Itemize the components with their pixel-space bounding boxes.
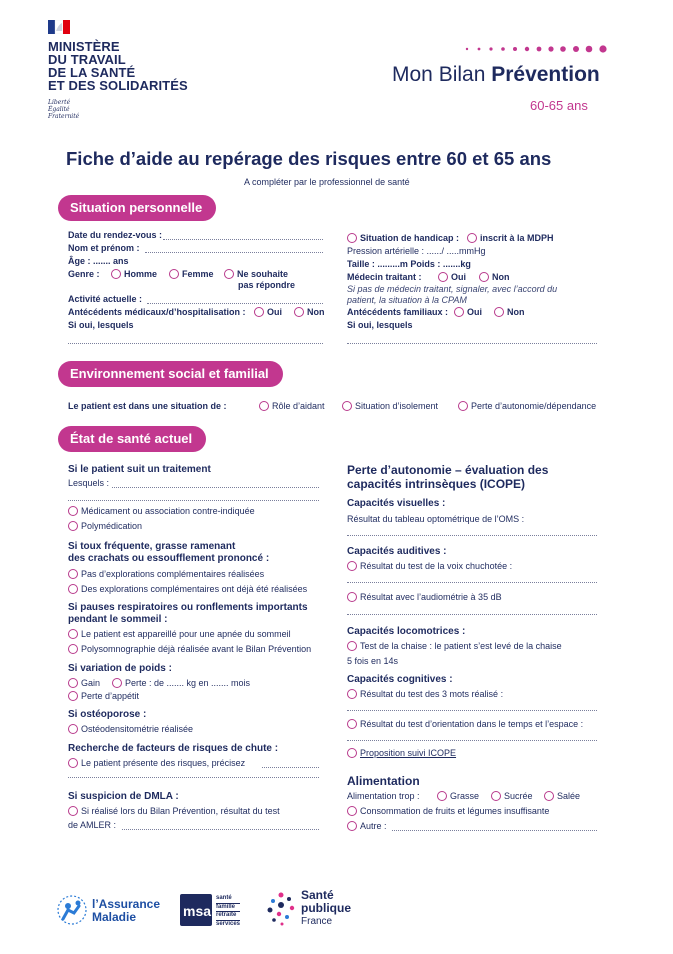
food-fruits[interactable]: Consommation de fruits et légumes insuffisante — [347, 806, 549, 817]
cognitive-heading: Capacités cognitives : — [347, 674, 453, 685]
spf-line-2: publique — [301, 901, 351, 915]
radio-icon[interactable] — [68, 758, 78, 768]
radio-icon[interactable] — [347, 806, 357, 816]
family-history-no[interactable]: Non — [494, 307, 525, 318]
ministry-name: MINISTÈRE DU TRAVAIL DE LA SANTÉ ET DES SOLIDARITÉS — [48, 39, 188, 93]
food-too-label: Alimentation trop : — [347, 791, 420, 801]
weight-heading: Si variation de poids : — [68, 663, 172, 674]
spf-line-3: France — [301, 916, 333, 927]
env-isolation[interactable]: Situation d’isolement — [342, 401, 438, 412]
treatment-contraindicated[interactable]: Médicament ou association contre-indiquée — [68, 506, 255, 517]
treatment-which: Lesquels : — [68, 478, 110, 488]
medical-history-label: Antécédents médicaux/d’hospitalisation : — [68, 307, 246, 317]
radio-icon[interactable] — [294, 307, 304, 317]
radio-icon[interactable] — [259, 401, 269, 411]
radio-icon[interactable] — [347, 561, 357, 571]
activity-label: Activité actuelle : — [68, 294, 143, 304]
osteo-heading: Si ostéoporose : — [68, 709, 147, 720]
height-weight: Taille : .........m Poids : .......kg — [347, 259, 471, 269]
marianne-logo — [48, 20, 70, 34]
radio-icon[interactable] — [347, 641, 357, 651]
mobility-heading: Capacités locomotrices : — [347, 626, 466, 637]
icope-followup[interactable]: Proposition suivi ICOPE — [347, 748, 456, 759]
treatment-polymedication[interactable]: Polymédication — [68, 521, 142, 532]
radio-icon[interactable] — [347, 689, 357, 699]
msa-line-4: services — [216, 920, 241, 927]
whisper-test[interactable]: Résultat du test de la voix chuchotée : — [347, 561, 512, 572]
age-label: Âge : ....... ans — [68, 256, 129, 266]
radio-icon[interactable] — [491, 791, 501, 801]
section-etat: État de santé actuel — [58, 426, 206, 452]
sante-publique-logo — [265, 887, 365, 931]
radio-icon[interactable] — [254, 307, 264, 317]
medical-history-yes[interactable]: Oui — [254, 307, 282, 318]
food-other[interactable]: Autre : — [347, 821, 387, 832]
brand-dots — [465, 40, 610, 48]
dmla-option[interactable]: Si réalisé lors du Bilan Prévention, résultat du test — [68, 806, 280, 817]
radio-icon[interactable] — [347, 821, 357, 831]
page-subtitle: A compléter par le professionnel de santé — [244, 177, 410, 187]
radio-icon[interactable] — [68, 506, 78, 516]
page-title: Fiche d’aide au repérage des risques entre 60 et 65 ans — [66, 148, 552, 169]
family-history-which: Si oui, lesquels — [347, 320, 413, 330]
cough-heading-1: Si toux fréquente, grasse ramenant — [68, 541, 236, 552]
mdph-option[interactable]: inscrit à la MDPH — [467, 233, 554, 244]
age-range: 60-65 ans — [530, 98, 588, 113]
radio-icon[interactable] — [68, 584, 78, 594]
radio-icon[interactable] — [437, 791, 447, 801]
cough-heading-2: des crachats ou essoufflement prononcé : — [68, 553, 270, 564]
radio-icon[interactable] — [68, 569, 78, 579]
radio-icon[interactable] — [342, 401, 352, 411]
hearing-heading: Capacités auditives : — [347, 546, 447, 557]
assurance-maladie-1: l’Assurance — [92, 897, 161, 911]
visual-heading: Capacités visuelles : — [347, 498, 446, 509]
radio-icon[interactable] — [479, 272, 489, 282]
doctor-no[interactable]: Non — [479, 272, 510, 283]
cough-option-2[interactable]: Des explorations complémentaires ont déjà été réalisées — [68, 584, 307, 595]
gender-label: Genre : — [68, 269, 100, 279]
doctor-label: Médecin traitant : — [347, 272, 422, 282]
food-heading: Alimentation — [347, 774, 420, 788]
icope-heading-2: capacités intrinsèques (ICOPE) — [347, 477, 526, 491]
radio-icon[interactable] — [68, 806, 78, 816]
radio-icon[interactable] — [438, 272, 448, 282]
radio-icon[interactable] — [347, 592, 357, 602]
sleep-option-2[interactable]: Polysomnographie déjà réalisée avant le Bilan Prévention — [68, 644, 311, 655]
family-history-yes[interactable]: Oui — [454, 307, 482, 318]
dmla-option-2: de AMLER : — [68, 820, 117, 830]
assurance-maladie-2: Maladie — [92, 910, 137, 924]
blood-pressure: Pression artérielle : ....../ .....mmHg — [347, 246, 486, 256]
assurance-maladie-logo — [55, 893, 170, 927]
sleep-heading-2: pendant le sommeil : — [68, 614, 168, 625]
republic-motto: Liberté Égalité Fraternité — [48, 99, 80, 120]
medical-history-no[interactable]: Non — [294, 307, 325, 318]
radio-icon[interactable] — [169, 269, 179, 279]
radio-icon[interactable] — [68, 644, 78, 654]
env-label: Le patient est dans une situation de : — [68, 401, 227, 411]
radio-icon[interactable] — [68, 521, 78, 531]
doctor-note-1: Si pas de médecin traitant, signaler, avec l’accord du — [347, 284, 558, 294]
section-environnement: Environnement social et familial — [58, 361, 283, 387]
gender-female[interactable]: Femme — [169, 269, 214, 280]
name-label: Nom et prénom : — [68, 243, 140, 253]
radio-icon[interactable] — [347, 719, 357, 729]
msa-line-2: famille — [216, 904, 240, 913]
icope-heading-1: Perte d’autonomie – évaluation des — [347, 463, 549, 477]
radio-icon[interactable] — [111, 269, 121, 279]
medical-history-which: Si oui, lesquels — [68, 320, 134, 330]
radio-icon[interactable] — [224, 269, 234, 279]
msa-line-1: santé — [216, 895, 240, 904]
family-history-label: Antécédents familiaux : — [347, 307, 449, 317]
radio-icon[interactable] — [112, 678, 122, 688]
gender-male[interactable]: Homme — [111, 269, 157, 280]
audiometry-test[interactable]: Résultat avec l’audiométrie à 35 dB — [347, 592, 502, 603]
fall-heading: Recherche de facteurs de risques de chute : — [68, 743, 279, 754]
gender-no-answer[interactable]: Ne souhaite — [224, 269, 288, 280]
food-salty[interactable]: Salée — [544, 791, 580, 802]
svg-text:msa: msa — [183, 903, 212, 919]
chair-test[interactable]: Test de la chaise : le patient s’est levé de la chaise — [347, 641, 562, 652]
sleep-option-1[interactable]: Le patient est appareillé pour une apnée du sommeil — [68, 629, 291, 640]
appetite-loss[interactable]: Perte d’appétit — [68, 691, 139, 702]
food-sweet[interactable]: Sucrée — [491, 791, 533, 802]
handicap-option[interactable]: Situation de handicap : — [347, 233, 459, 244]
fall-option[interactable]: Le patient présente des risques, précisez — [68, 758, 245, 769]
radio-icon[interactable] — [68, 724, 78, 734]
radio-icon[interactable] — [494, 307, 504, 317]
msa-logo — [180, 894, 260, 926]
visual-result: Résultat du tableau optométrique de l’OMS : — [347, 514, 525, 524]
gender-no-answer-2: pas répondre — [238, 280, 296, 290]
radio-icon[interactable] — [68, 629, 78, 639]
treatment-heading: Si le patient suit un traitement — [68, 464, 211, 475]
radio-icon[interactable] — [68, 691, 78, 701]
dmla-heading: Si suspicion de DMLA : — [68, 791, 179, 802]
section-situation: Situation personnelle — [58, 195, 216, 221]
cough-option-1[interactable]: Pas d’explorations complémentaires réalisées — [68, 569, 264, 580]
osteo-option[interactable]: Ostéodensitométrie réalisée — [68, 724, 193, 735]
chair-test-2: 5 fois en 14s — [347, 656, 399, 666]
radio-icon[interactable] — [347, 748, 357, 758]
radio-icon[interactable] — [467, 233, 477, 243]
brand-title: Mon Bilan Prévention — [392, 63, 600, 86]
radio-icon[interactable] — [68, 678, 78, 688]
doctor-yes[interactable]: Oui — [438, 272, 466, 283]
sleep-heading-1: Si pauses respiratoires ou ronflements importants — [68, 602, 308, 613]
date-label: Date du rendez-vous : — [68, 230, 163, 240]
env-caregiver[interactable]: Rôle d’aidant — [259, 401, 325, 412]
radio-icon[interactable] — [347, 233, 357, 243]
orientation-test[interactable]: Résultat du test d’orientation dans le temps et l’espace : — [347, 719, 583, 730]
doctor-note-2: patient, la situation à la CPAM — [347, 295, 467, 305]
env-dependency[interactable]: Perte d’autonomie/dépendance — [458, 401, 596, 412]
spf-line-1: Santé — [301, 888, 334, 902]
weight-loss[interactable]: Perte : de ....... kg en ....... mois — [112, 678, 250, 689]
radio-icon[interactable] — [454, 307, 464, 317]
weight-gain[interactable]: Gain — [68, 678, 100, 689]
food-fatty[interactable]: Grasse — [437, 791, 479, 802]
radio-icon[interactable] — [544, 791, 554, 801]
three-words-test[interactable]: Résultat du test des 3 mots réalisé : — [347, 689, 503, 700]
msa-line-3: retraite — [216, 912, 240, 921]
radio-icon[interactable] — [458, 401, 468, 411]
